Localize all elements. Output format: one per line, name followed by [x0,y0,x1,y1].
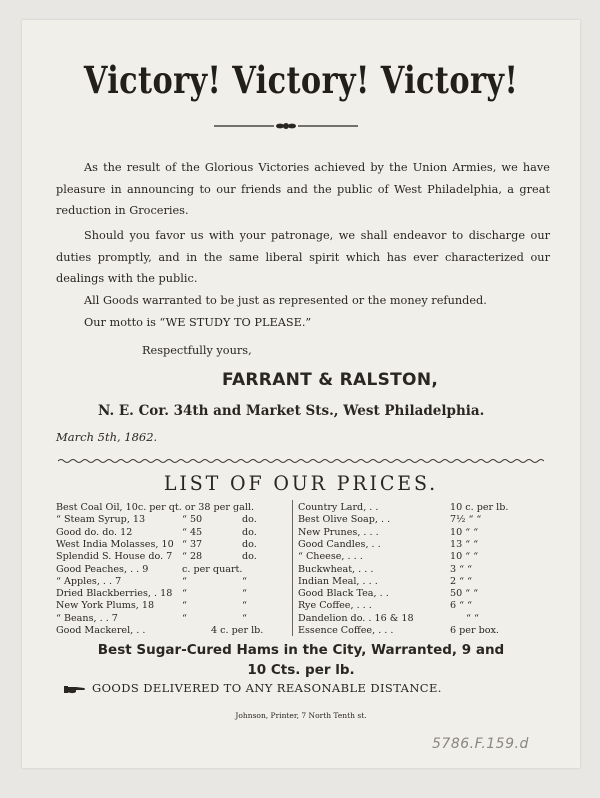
price-value: 2 “ “ [450,575,473,587]
printer-imprint: Johnson, Printer, 7 North Tenth st. [235,711,367,720]
price-unit: “ [242,612,247,624]
price-value: 4 c. per lb. [211,625,264,636]
motto-line: Our motto is “WE STUDY TO PLEASE.” [84,316,312,329]
price-unit: “ [242,575,247,587]
firm-name: FARRANT & RALSTON, [222,370,439,390]
price-value: 3 “ “ [450,563,473,575]
column-divider [292,500,293,636]
firm-address: N. E. Cor. 34th and Market Sts., West Philadelphia. [98,403,485,419]
price-item: Good do. do. 12 [56,526,133,538]
price-item: Essence Coffee, . . . [298,625,394,636]
broadside-sheet [22,20,580,768]
price-item: West India Molasses, 10 [56,538,174,550]
price-item: “ Beans, . . 7 [56,612,118,624]
price-unit: “ [242,600,247,612]
price-value: 6 “ “ [450,600,473,612]
price-value: “ 50 [182,514,203,526]
price-item: Good Black Tea, . . [298,588,389,600]
paragraph-victories: As the result of the Glorious Victories achieved by the Union Armies, we have pleasure in announcing to our friends and the public of West Philadelphia, a great reduction in Groceries. [56,161,550,217]
price-item: Dried Blackberries, . 18 [56,588,173,600]
price-value: 7½ “ “ [450,514,482,526]
hams-offer [58,640,544,680]
price-item: Good Peaches, . . 9 [56,563,149,575]
price-value: “ “ [466,612,479,624]
price-value: “ 28 [182,551,203,563]
price-item: Good Candles, . . [298,538,381,550]
price-value: c. per quart. [182,563,243,575]
price-item: Indian Meal, . . . [298,575,378,587]
price-value: “ 37 [182,538,203,550]
paragraph-patronage: Should you favor us with your patronage, we shall endeavor to discharge our duties promptly, and in the same liberal spirit which has ever characterized our dealings with the public. [56,229,550,285]
price-item: Buckwheat, . . . [298,563,374,575]
issue-date: March 5th, 1862. [56,430,158,444]
price-item: Rye Coffee, . . . [298,600,372,612]
price-value: 10 “ “ [450,526,479,538]
delivery-note: GOODS DELIVERED TO ANY REASONABLE DISTANCE. [92,681,442,695]
closing-line: Respectfully yours, [142,344,252,357]
price-value: 10 c. per lb. [450,502,509,513]
price-item: Best Olive Soap, . . [298,514,391,526]
price-value: 10 “ “ [450,551,479,563]
headline: Victory! Victory! Victory! [83,58,519,102]
price-item: “ Apples, . . 7 [56,575,122,587]
price-list-title: LIST OF OUR PRICES. [163,471,439,495]
wavy-divider [58,456,544,466]
price-value: 13 “ “ [450,538,479,550]
price-value: “ [182,588,187,600]
price-unit: “ [242,588,247,600]
ornament-rule [214,122,358,130]
price-item: Splendid S. House do. 7 [56,551,173,563]
price-value: “ [182,612,187,624]
pencil-call-number: 5786.F.159.d [432,736,529,752]
price-item: “ Steam Syrup, 13 [56,514,146,526]
price-unit: do. [242,526,257,538]
price-value: “ [182,575,187,587]
price-item: New York Plums, 18 [56,600,155,612]
paragraph-warranty: All Goods warranted to be just as represented or the money refunded. [84,294,487,307]
price-item: Good Mackerel, . . [56,625,146,636]
hams-offer-line2: 10 Cts. per lb. [247,662,355,678]
price-value: 50 “ “ [450,588,479,600]
price-item: Best Coal Oil, 10c. per qt. or 38 per gall. [56,502,255,513]
price-unit: do. [242,514,257,526]
price-value: 6 per box. [450,625,499,636]
price-value: “ [182,600,187,612]
price-unit: do. [242,551,257,563]
price-value: “ 45 [182,526,203,538]
hams-offer-line1: Best Sugar-Cured Hams in the City, Warranted, 9 and [97,642,505,658]
price-item: “ Cheese, . . . [298,551,363,563]
price-item: Dandelion do. . 16 & 18 [298,612,414,624]
price-unit: do. [242,538,257,550]
price-item: New Prunes, . . . [298,526,379,538]
price-item: Country Lard, . . [298,502,379,513]
